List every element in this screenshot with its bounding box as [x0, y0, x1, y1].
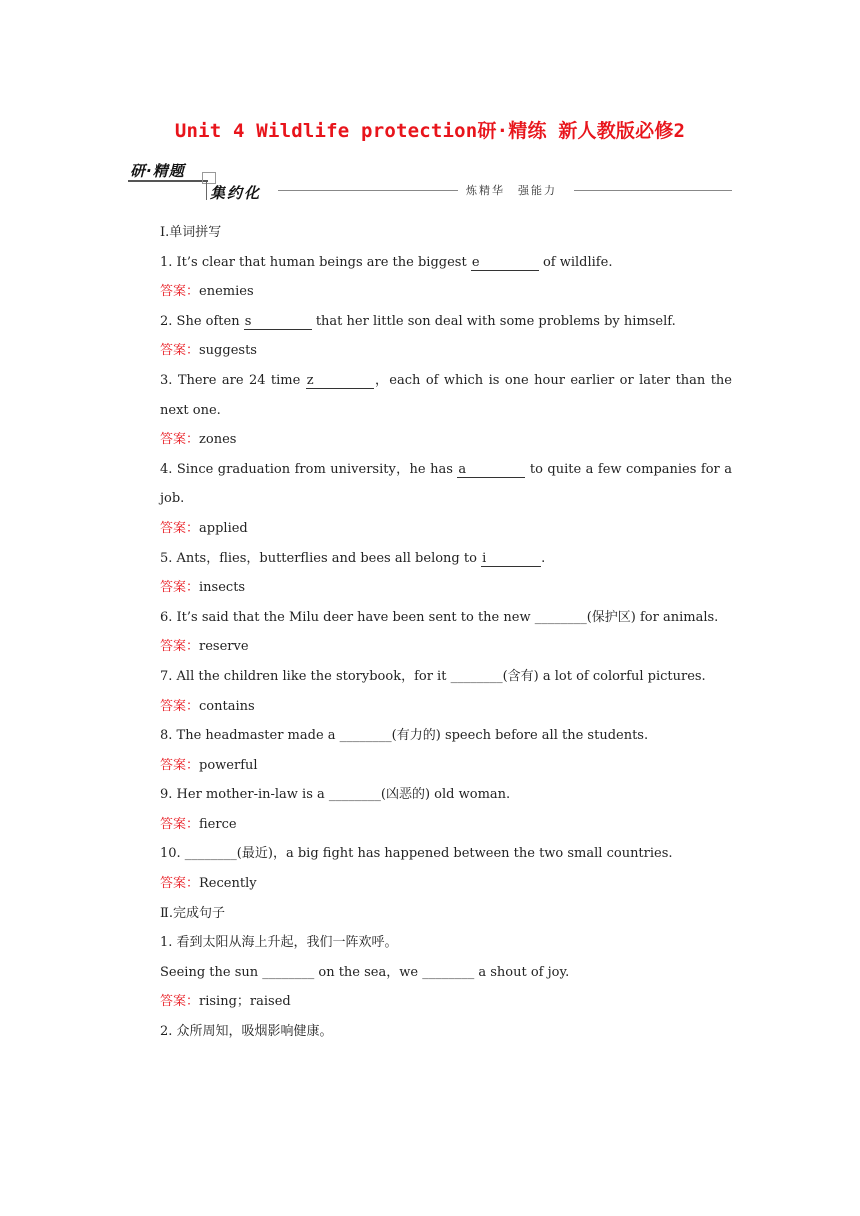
hint-letter: z — [306, 372, 314, 388]
question-chinese: 2. 众所周知，吸烟影响健康。 — [160, 1024, 333, 1040]
hint-letter: a — [458, 461, 467, 477]
question — [130, 307, 732, 337]
question: 8. The headmaster made a ________(有力的) speech before all the students. — [160, 728, 649, 744]
answer-value: contains — [199, 698, 255, 714]
question-text: 2. She often — [160, 313, 244, 329]
answer-label: 答案： — [160, 994, 200, 1010]
answer-blank — [244, 314, 312, 330]
answer-value: rising；raised — [199, 994, 291, 1010]
answer-blank — [481, 551, 541, 567]
answer-line — [130, 573, 732, 603]
question — [130, 248, 732, 278]
question-chinese: 1. 看到太阳从海上升起，我们一阵欢呼。 — [160, 935, 398, 951]
answer-value: fierce — [199, 816, 237, 832]
question-english: Seeing the sun ________ on the sea，we ________ a shout of joy. — [160, 964, 570, 980]
answer-label: 答案： — [160, 284, 200, 300]
answer-line — [130, 692, 732, 722]
question-text: that her little son deal with some problems by himself. — [311, 313, 676, 329]
question: 9. Her mother-in-law is a ________(凶恶的) old woman. — [160, 787, 511, 803]
answer-value: insects — [199, 580, 246, 596]
answer-value: Recently — [199, 876, 257, 892]
question-text: of wildlife. — [538, 254, 613, 270]
answer-label: 答案： — [160, 432, 200, 448]
answer-line — [130, 514, 732, 544]
answer-label: 答案： — [160, 520, 200, 536]
question-text: 1. It’s clear that human beings are the biggest — [160, 254, 471, 270]
answer-blank — [471, 255, 539, 271]
question-text: 3. There are 24 time — [160, 372, 306, 388]
answer-line — [130, 425, 732, 455]
answer-label: 答案： — [160, 639, 200, 655]
hint-letter: s — [244, 313, 252, 329]
answer-label: 答案： — [160, 816, 200, 832]
question-text: 4. Since graduation from university，he has — [160, 461, 458, 477]
question — [130, 455, 732, 514]
answer-value: zones — [199, 432, 237, 448]
question-text: to quite a few companies for a job. — [160, 461, 733, 507]
answer-label: 答案： — [160, 580, 200, 596]
answer-value: enemies — [199, 284, 254, 300]
exercise-content — [130, 218, 732, 1047]
answer-value: reserve — [199, 639, 249, 655]
answer-line — [130, 632, 732, 662]
answer-label: 答案： — [160, 343, 200, 359]
answer-line — [130, 810, 732, 840]
answer-blank — [457, 462, 525, 478]
answer-blank — [306, 373, 374, 389]
question: 10. ________(最近)，a big fight has happened between the two small countries. — [160, 846, 673, 862]
answer-line — [130, 336, 732, 366]
answer-value: applied — [199, 520, 248, 536]
answer-label: 答案： — [160, 876, 200, 892]
question — [130, 366, 732, 425]
answer-line — [130, 987, 732, 1017]
answer-line — [130, 751, 732, 781]
answer-label: 答案： — [160, 698, 200, 714]
page-title: Unit 4 Wildlife protection研·精练 新人教版必修2 — [174, 120, 686, 142]
section-heading: Ⅰ.单词拼写 — [160, 225, 222, 240]
banner-tag-secondary: 集约化 — [210, 184, 262, 202]
banner-rule — [278, 190, 458, 191]
question-text: 5. Ants，flies，butterflies and bees all belong to — [160, 550, 482, 566]
question: 6. It’s said that the Milu deer have been sent to the new ________(保护区) for animals. — [160, 609, 719, 625]
section-heading: Ⅱ.完成句子 — [160, 905, 225, 921]
banner-rule — [128, 180, 208, 182]
question: 7. All the children like the storybook，for it ________(含有) a lot of colorful pictures. — [160, 668, 706, 684]
banner-decoration-icon — [206, 182, 207, 200]
section-banner — [128, 158, 732, 206]
hint-letter: e — [471, 254, 480, 270]
banner-slogan: 炼精华 强能力 — [466, 184, 557, 197]
answer-label: 答案： — [160, 757, 200, 773]
question-text: . — [541, 550, 546, 566]
answer-value: suggests — [199, 343, 257, 359]
question — [130, 544, 732, 574]
question-text: ，each of which is one hour earlier or later than the next one. — [160, 372, 732, 418]
answer-line — [130, 869, 732, 899]
banner-tag-primary: 研·精题 — [130, 162, 185, 180]
answer-value: powerful — [199, 757, 258, 773]
answer-line — [130, 277, 732, 307]
hint-letter: i — [482, 550, 487, 566]
banner-rule — [574, 190, 732, 191]
